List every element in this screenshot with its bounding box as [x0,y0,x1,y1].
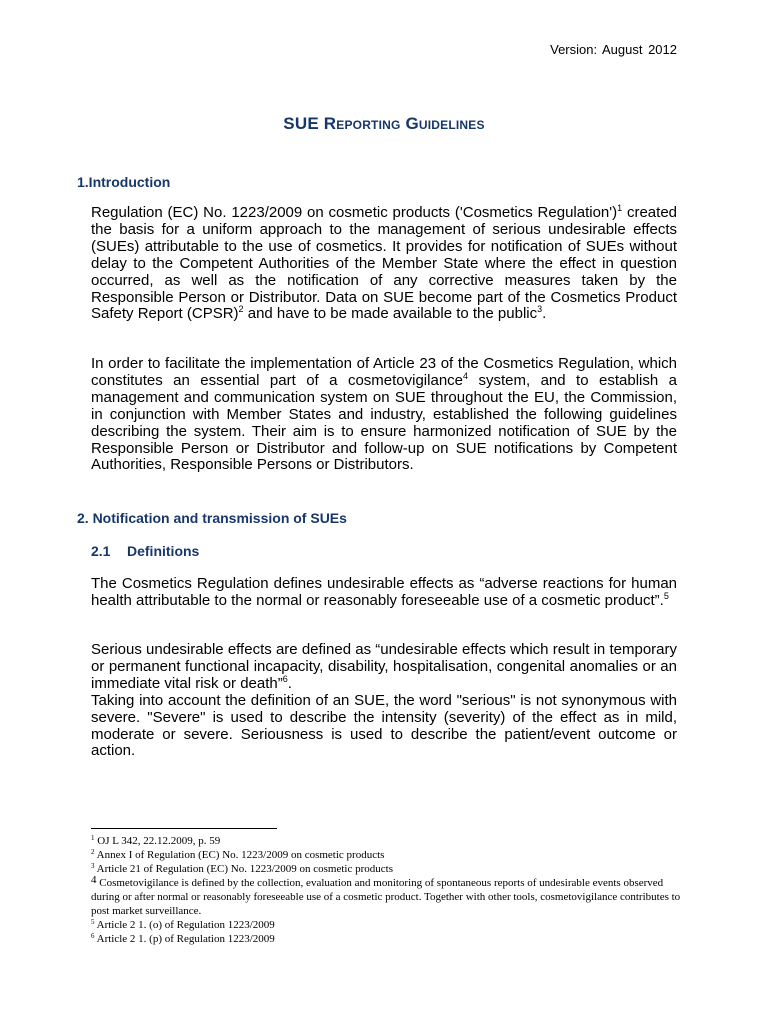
footnote-6 [91,932,681,946]
footnote-ref-1[interactable]: 1 [617,203,623,213]
footnote-text: Article 2 1. (p) of Regulation 1223/2009 [94,933,275,945]
version-label: Version: August 2012 [550,42,677,57]
footnote-ref-5[interactable]: 5 [663,590,669,601]
footnote-ref-3[interactable]: 3 [537,304,543,315]
footnote-separator [91,828,277,829]
footnotes [91,834,681,946]
section-heading-introduction: 1.Introduction [77,174,171,190]
intro-p1-text-d: . [542,305,547,323]
definitions-paragraph-1 [91,576,677,610]
footnote-4 [91,876,681,918]
definitions-paragraph-2 [91,642,677,760]
footnote-mark: 4 [91,874,97,886]
footnote-mark: 5 [91,918,95,926]
intro-p2-text-a: In order to facilitate the implementation of Article 23 of the Cosmetics Regulation, which constitutes an essential part of a cosmetovigilance [91,355,677,389]
document-title: SUE Reporting Guidelines [283,114,485,133]
def-p2-text-b: . [287,674,292,692]
footnote-ref-6[interactable]: 6 [282,673,288,684]
footnote-2 [91,848,681,862]
footnote-mark: 2 [91,848,95,856]
def-p1-text-a: The Cosmetics Regulation defines undesirable effects as “adverse reactions for human health attributable to the normal or reasonably foreseeable use of a cosmetic product”. [91,575,677,609]
def-p2-text-a: Serious undesirable effects are defined as “undesirable effects which result in temporary or permanent functional incapacity, disability, hospitalisation, congenital anomalies or an immediate vital risk or death” [91,641,677,692]
footnote-mark: 1 [91,834,95,842]
footnote-text: Annex I of Regulation (EC) No. 1223/2009 on cosmetic products [94,849,385,861]
footnote-5 [91,918,681,932]
footnote-3 [91,862,681,876]
intro-p1-text-b: created the basis for a uniform approach to the management of serious undesirable effects (SUEs) attributable to the use of cosmetics. It provides for notification of SUEs without delay to the Competent Authorities of the Member State where the effect in question occurred, as well as the notification of any corrective measures taken by the Responsible Person or Distributor. Data on SUE become part of the Cosmetics Product Safety Report (CPSR) [91,204,677,323]
subsection-label: Definitions [127,543,200,559]
intro-paragraph-1 [91,205,677,323]
intro-p1-text-c: and have to be made available to the public [243,305,538,323]
intro-p2-text-b: system, and to establish a management and communication system on SUE throughout the EU, the Commission, in conjunction with Member States and industry, established the following guidelines describing the system. Their aim is to ensure harmonized notification of SUE by the Responsible Person or Distributor and follow-up on SUE notifications by Competent Authorities, Responsible Persons or Distributors. [91,371,677,474]
footnote-ref-4[interactable]: 4 [463,370,469,381]
footnote-text: Article 21 of Regulation (EC) No. 1223/2009 on cosmetic products [94,863,393,875]
subsection-number: 2.1 [91,543,111,559]
footnote-text: OJ L 342, 22.12.2009, p. 59 [94,835,221,847]
intro-paragraph-2 [91,356,677,474]
def-p2-text-c: Taking into account the definition of an SUE, the word "serious" is not synonymous with severe. "Severe" is used to describe the intensity (severity) of the effect as in mild, moderate or severe. Seriousness is used to describe the patient/event outcome or action. [91,691,677,760]
footnote-text: Article 2 1. (o) of Regulation 1223/2009 [94,919,275,931]
section-heading-notification: 2. Notification and transmission of SUEs [77,510,347,526]
footnote-mark: 3 [91,862,95,870]
footnote-mark: 6 [91,932,95,940]
footnote-ref-2[interactable]: 2 [238,304,244,315]
intro-p1-text-a: Regulation (EC) No. 1223/2009 on cosmetic products ('Cosmetics Regulation') [91,204,618,221]
footnote-1 [91,834,681,848]
subsection-heading-definitions [91,543,199,559]
footnote-text: Cosmetovigilance is defined by the collection, evaluation and monitoring of spontaneous reports of undesirable events observed during or after normal or reasonably foreseeable use of a cosmetic product. Together with other tools, cosmetovigilance contributes to post market surveillance. [91,877,681,917]
